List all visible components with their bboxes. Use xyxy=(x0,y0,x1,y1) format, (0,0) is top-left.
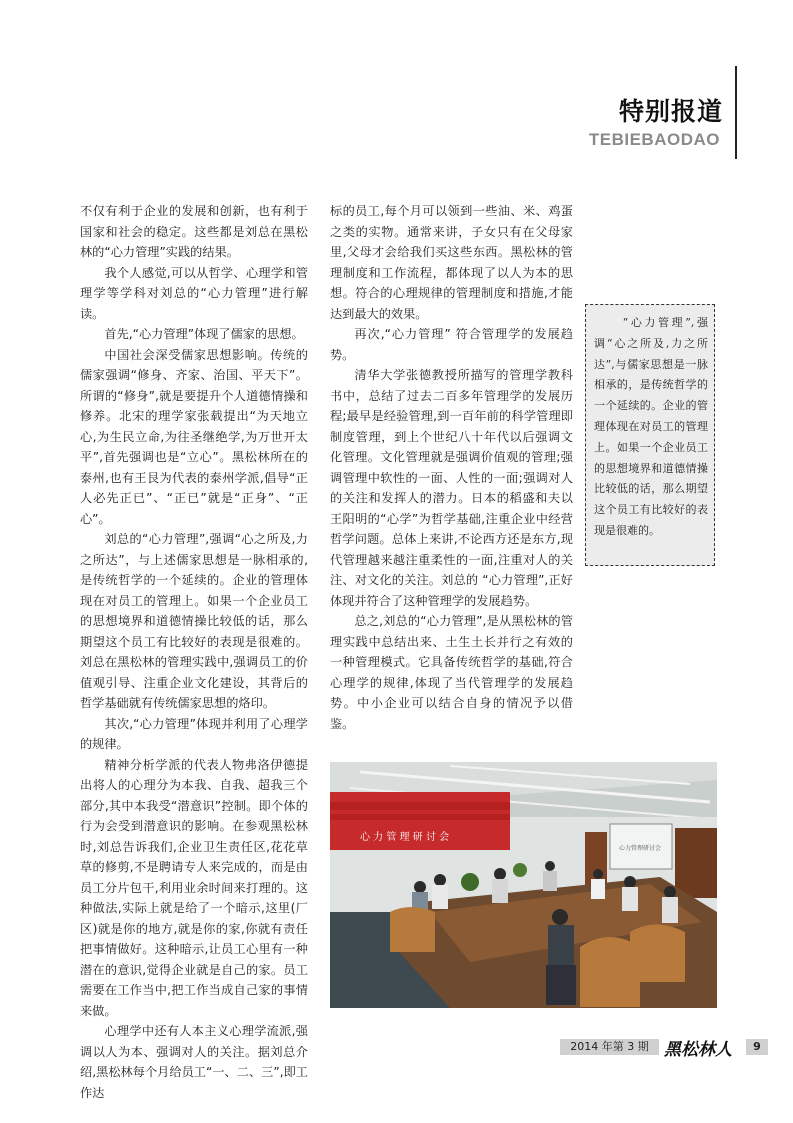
pull-quote: “心力管理”,强调“心之所及,力之所达”,与儒家思想是一脉相承的，是传统哲学的一个延续的。企业的管理体现在对员工的管理上。如果一个企业员工的思想境界和道德情操比较低的话，那么期望这个员工有比较好的表现是很难的。 xyxy=(585,304,715,566)
paragraph: 心理学中还有人本主义心理学流派,强调以人为本、强调对人的关注。据刘总介绍,黑松林每个月给员工“一、二、三”,即工作达 xyxy=(80,1024,308,1100)
paragraph: 我个人感觉,可以从哲学、心理学和管理学等学科对刘总的“心力管理”进行解读。 xyxy=(80,265,308,321)
banner-text: 心 力 管 理 研 讨 会 xyxy=(360,832,450,843)
issue-label: 2014 年第 3 期 xyxy=(560,1039,659,1055)
paragraph: 再次,“心力管理” 符合管理学的发展趋势。 xyxy=(330,327,573,362)
article-column-left xyxy=(80,201,308,1103)
conference-photo xyxy=(330,762,717,1008)
paragraph: 标的员工,每个月可以领到一些油、米、鸡蛋之类的实物。通常来讲，子女只有在父母家里,父母才会给我们买这些东西。黑松林的管理制度和工作流程，都体现了以人为本的思想。符合的心理规律的管理制度和措施,才能达到最大的效果。 xyxy=(330,204,573,321)
paragraph: 首先,“心力管理”体现了儒家的思想。 xyxy=(104,327,304,341)
header-rule xyxy=(735,66,737,159)
section-subtitle: TEBIEBAODAO xyxy=(588,130,720,149)
page-number: 9 xyxy=(746,1039,768,1055)
paragraph: 其次,“心力管理”体现并利用了心理学的规律。 xyxy=(80,716,308,751)
article-column-right xyxy=(330,201,573,734)
publication-logo: 黑松林人 xyxy=(664,1040,732,1060)
section-title: 特别报道 xyxy=(618,97,723,126)
paragraph: 清华大学张德教授所描写的管理学教科书中，总结了过去二百多年管理学的发展历程;最早是经验管理,到一百年前的科学管理即制度管理，到上个世纪八十年代以后强调文化管理。文化管理就是强调价值观的管理;强调管理中软性的一面、人性的一面;强调对人的关注和发挥人的潜力。日本的稻盛和夫以王阳明的“心学”为哲学基础,注重企业中经营哲学问题。总体上来讲,不论西方还是东方,现代管理越来越注重柔性的一面,注重对人的关注、对文化的关注。刘总的 “心力管理”,正好体现并符合了这种管理学的发展趋势。 xyxy=(330,368,573,608)
paragraph: 不仅有利于企业的发展和创新，也有利于国家和社会的稳定。这些都是刘总在黑松林的“心力管理”实践的结果。 xyxy=(80,204,308,259)
paragraph: 总之,刘总的“心力管理”,是从黑松林的管理实践中总结出来、土生土长并行之有效的一种管理模式。它具备传统哲学的基础,符合心理学的规律,体现了当代管理学的发展趋势。中小企业可以结合自身的情况予以借鉴。 xyxy=(330,614,573,731)
paragraph: 中国社会深受儒家思想影响。传统的儒家强调“修身、齐家、治国、平天下”。所谓的“修身”,就是要提升个人道德情操和修养。北宋的理学家张载提出“为天地立心,为生民立命,为往圣继绝学,为万世开太平”,首先强调也是“立心”。黑松林所在的泰州,也有王艮为代表的泰州学派,倡导“正人必先正已”、“正已”就是“正身”、“正心”。 xyxy=(80,347,308,526)
paragraph: 精神分析学派的代表人物弗洛伊德提出将人的心理分为本我、自我、超我三个部分,其中本我受“潜意识”控制。即个体的行为会受到潜意识的影响。在参观黑松林时,刘总告诉我们,企业卫生责任区,花花草草的修剪,不是聘请专人来完成的，而是由员工分片包干,利用业余时间来打理的。这种做法,实际上就是给了一个暗示,这里(厂区)就是你的地方,就是你的家,你就有责任把事情做好。这种暗示,让员工心里有一种潜在的意识,觉得企业就是自己的家。员工需要在工作当中,把工作当成自己家的事情来做。 xyxy=(80,757,308,1018)
projector-screen-text: 心力管理研讨会 xyxy=(619,845,662,852)
paragraph: 刘总的“心力管理”,强调“心之所及,力之所达”，与上述儒家思想是一脉相承的,是传统哲学的一个延续的。企业的管理体现在对员工的管理上。如果一个企业员工的思想境界和道德情操比较低的话，那么期望这个员工有比较好的表现是很难的。刘总在黑松林的管理实践中,强调员工的价值观引导、注重企业文化建设，其背后的哲学基础就有传统儒家思想的烙印。 xyxy=(80,532,308,710)
